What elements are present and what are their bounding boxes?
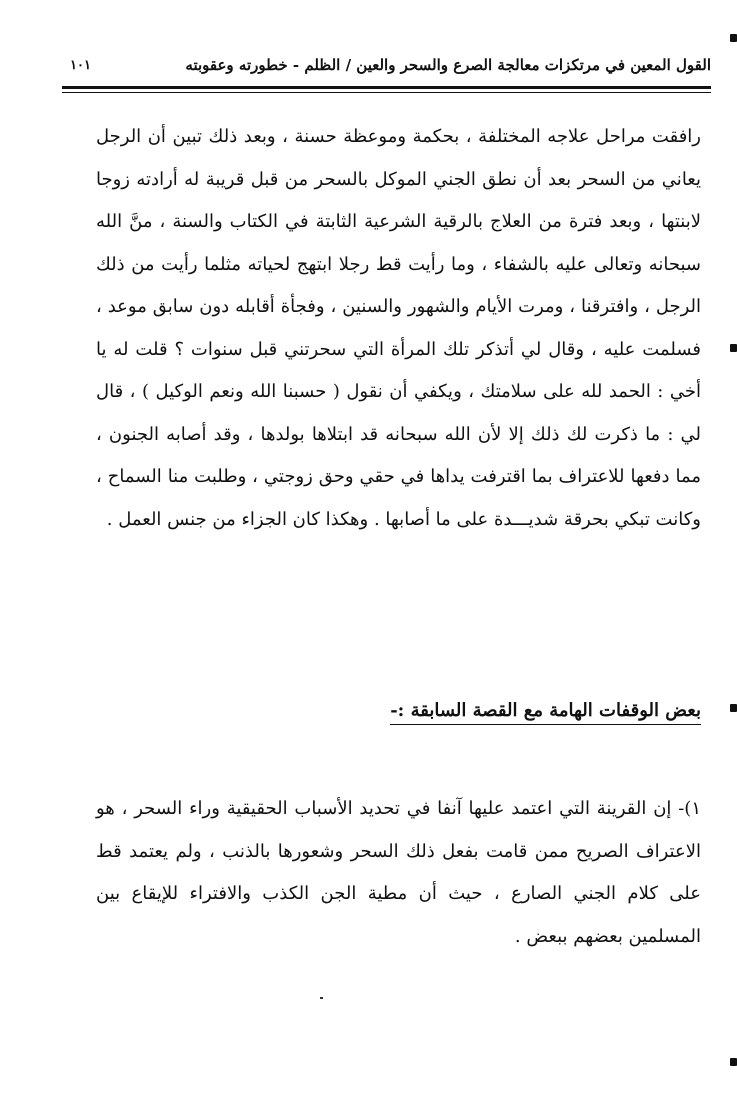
running-header — [62, 48, 711, 84]
scan-edge-mark — [730, 344, 737, 352]
body-paragraph-2 — [96, 788, 701, 958]
scan-speck — [320, 997, 323, 999]
scan-edge-mark — [730, 1058, 737, 1066]
header-rule-thick — [62, 86, 711, 89]
scan-edge-mark — [730, 34, 737, 42]
paragraph-text: رافقت مراحل علاجه المختلفة ، بحكمة وموعظة حسنة ، وبعد ذلك تبين أن الرجل يعاني من السحر بعد أن نطق الجني الموكل بالسحر من قبل قريبة له أرادته زوجا لابنتها ، وبعد فترة من العلاج بالرقية الشرعية الثابتة في الكتاب والسنة ، منَّ الله سبحانه وتعالى عليه بالشفاء ، وما رأيت قط رجلا ابتهج لحياته مثلما رأيت من ذلك الرجل ، وافترقنا ، ومرت الأيام والشهور والسنين ، وفجأة أقابله دون سابق موعد ، فسلمت عليه ، وقال لي أتذكر تلك المرأة التي سحرتني قبل سنوات ؟ قلت له يا أخي : الحمد لله على سلامتك ، ويكفي أن نقول ( حسبنا الله ونعم الوكيل ) ، قال لي : ما ذكرت لك ذلك إلا لأن الله سبحانه قد ابتلاها بولدها ، وقد أصابه الجنون ، مما دفعها للاعتراف بما اقترفت يداها في حقي وحق زوجتي ، وطلبت منا السماح ، وكانت تبكي بحرقة شديـــدة على ما أصابها . وهكذا كان الجزاء من جنس العمل . — [96, 126, 701, 530]
header-rule-thin — [62, 92, 711, 93]
paragraph-text: ١)- إن القرينة التي اعتمد عليها آنفا في تحديد الأسباب الحقيقية وراء السحر ، هو الاعتراف الصريح ممن قامت بفعل ذلك السحر وشعورها بالذنب ، ولم يعتمد قط على كلام الجني الصارع ، حيث أن مطية الجن الكذب والافتراء للإيقاع بين المسلمين بعضهم ببعض . — [96, 798, 701, 947]
page-number: ١٠١ — [70, 58, 91, 73]
scan-edge-mark — [730, 704, 737, 712]
body-paragraph-1 — [96, 116, 701, 541]
section-heading: بعض الوقفات الهامة مع القصة السابقة :- — [390, 700, 701, 725]
header-title: القول المعين في مرتكزات معالجة الصرع والسحر والعين / الظلم - خطورته وعقوبته — [185, 56, 711, 74]
